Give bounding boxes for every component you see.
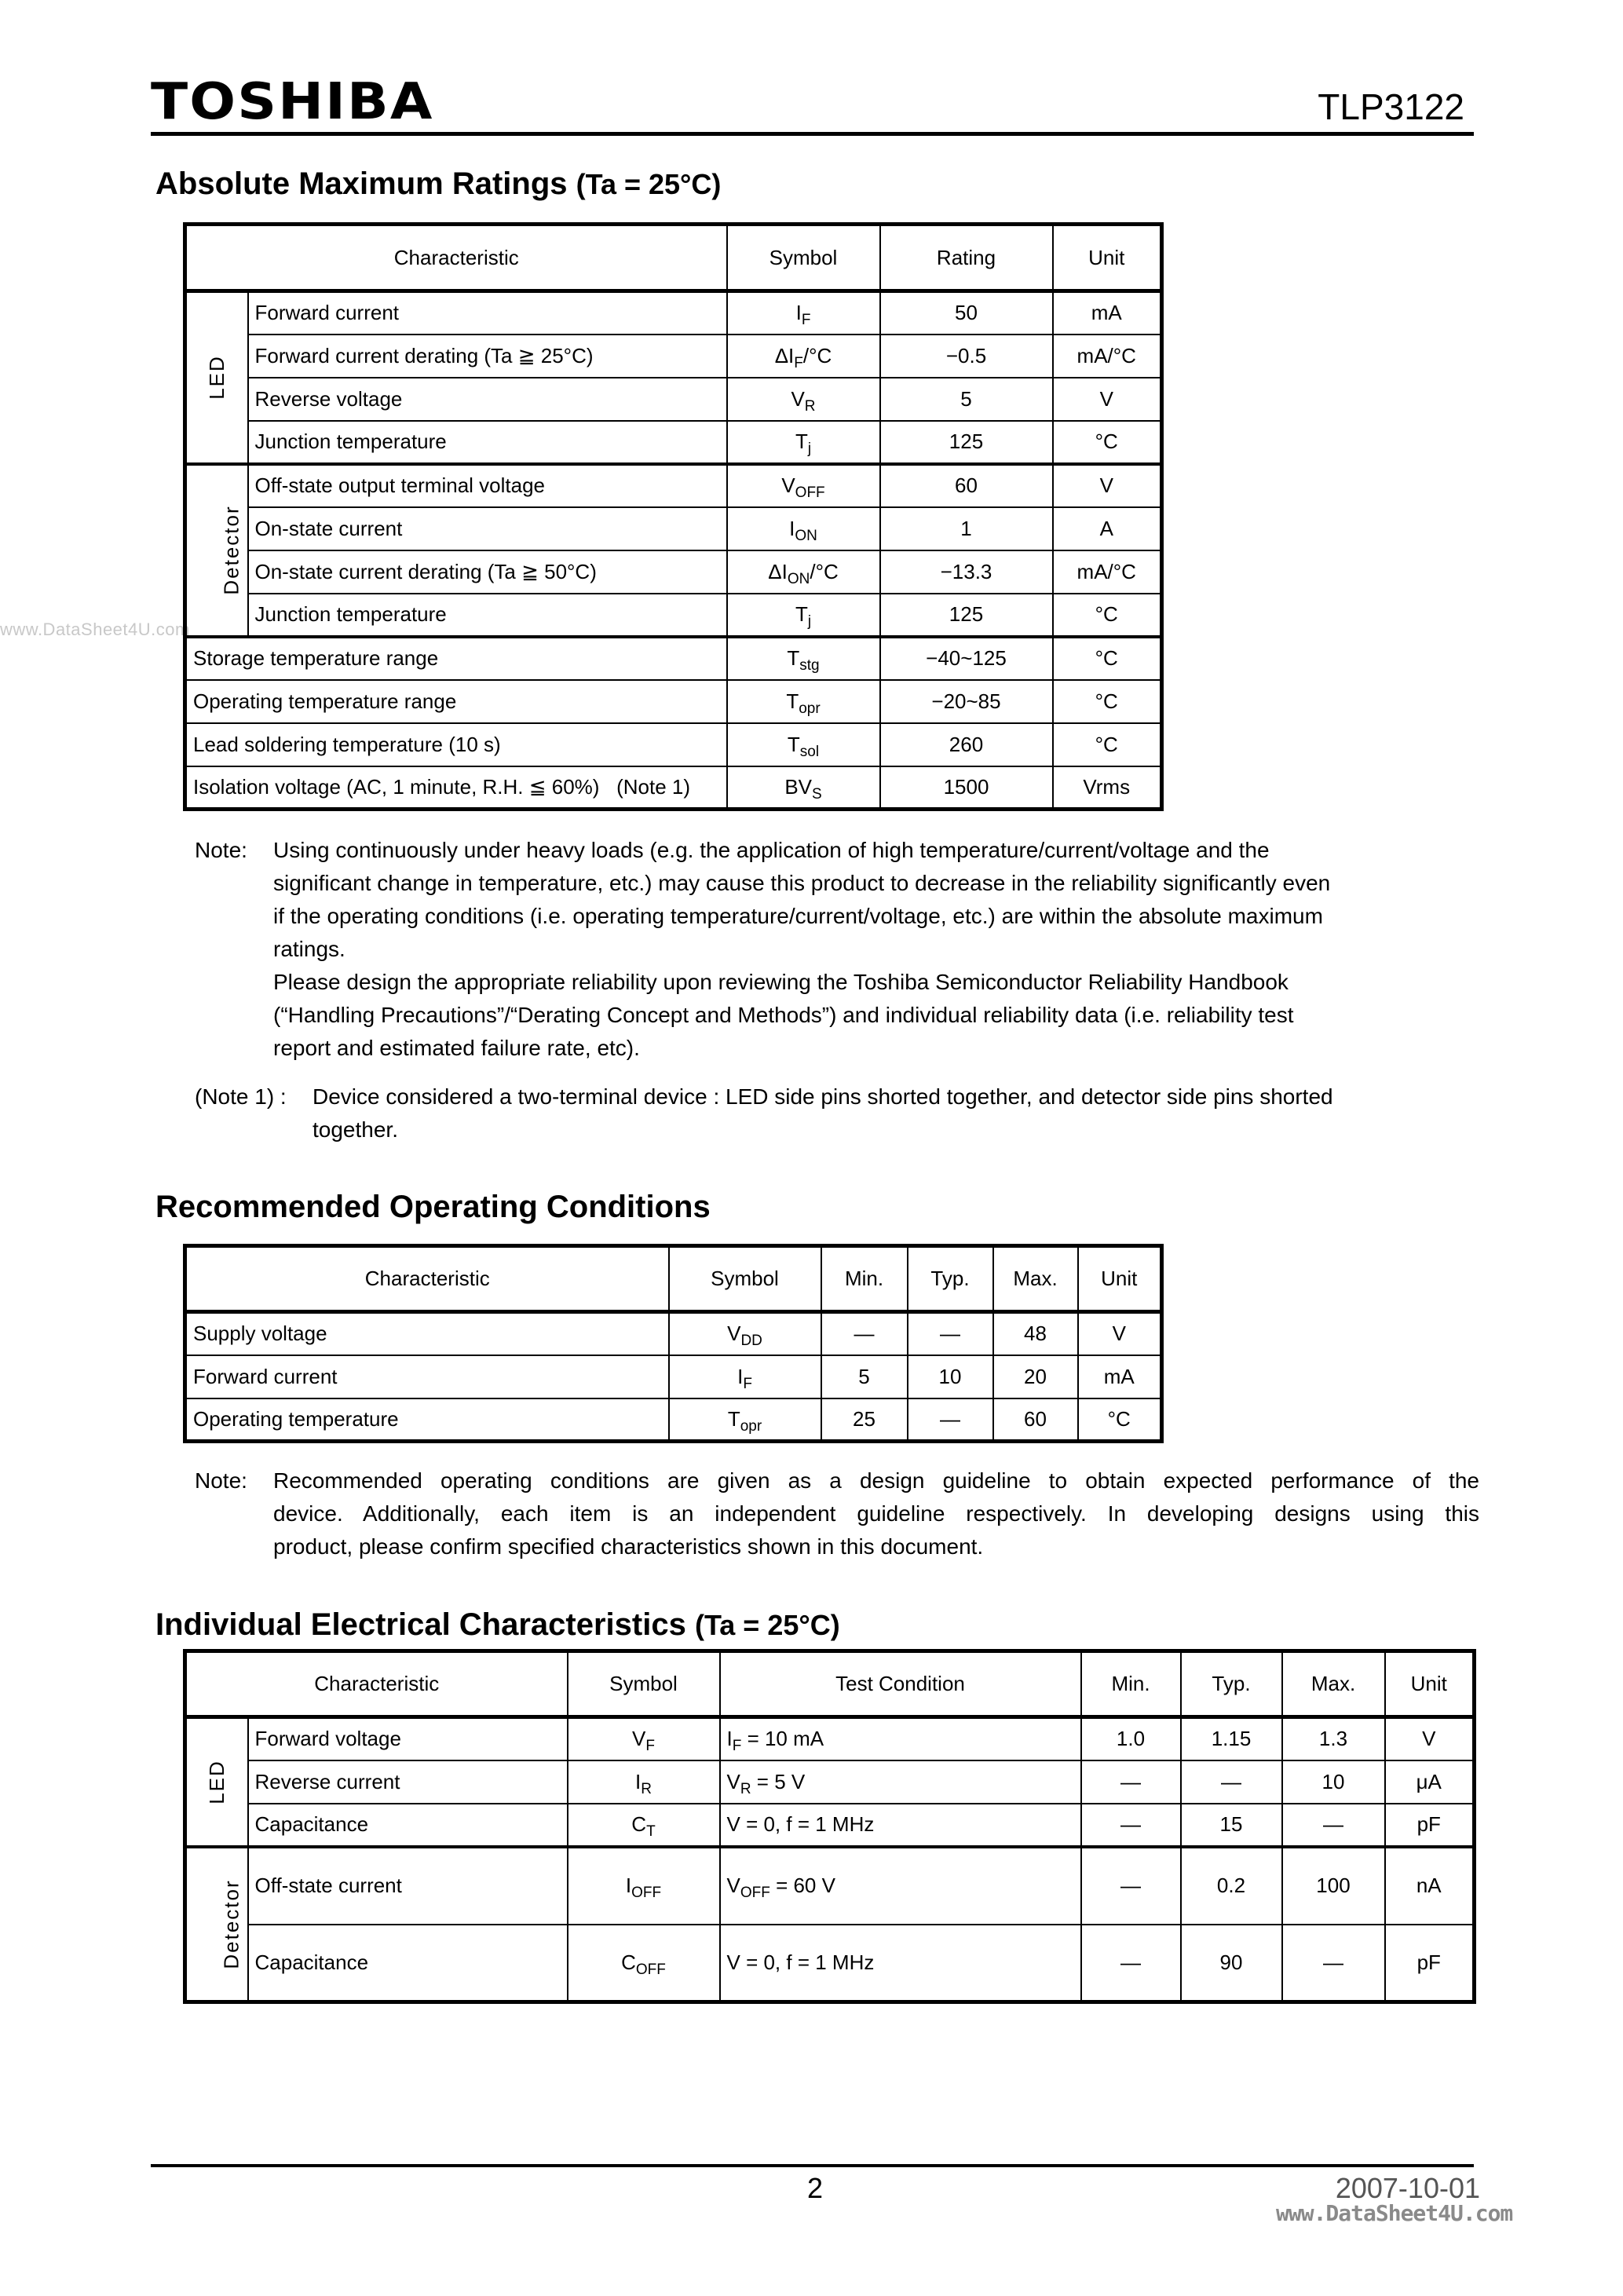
group-label-text: Detector bbox=[219, 1879, 243, 1969]
symbol-main: V bbox=[632, 1727, 646, 1751]
abs-max-note bbox=[195, 834, 1482, 1069]
note-1-label: (Note 1) : bbox=[195, 1084, 287, 1109]
col-header-typ: Typ. bbox=[908, 1246, 993, 1312]
symbol-main: T bbox=[795, 602, 808, 626]
symbol-suffix: /°C bbox=[802, 343, 832, 367]
unit-cell: μA bbox=[1385, 1760, 1475, 1804]
note-label: Note: bbox=[195, 838, 247, 862]
max-cell: — bbox=[1282, 1925, 1385, 2002]
table-row bbox=[185, 1804, 1475, 1847]
table-row bbox=[185, 507, 1162, 550]
note-line: if the operating conditions (i.e. operating temperature/current/voltage, etc.) are within the absolute maximum bbox=[273, 904, 1323, 928]
note-line: together. bbox=[313, 1117, 398, 1142]
table-row bbox=[185, 464, 1162, 507]
unit-cell: °C bbox=[1053, 594, 1162, 637]
group-label-led bbox=[185, 1717, 248, 1847]
section-title-text: Recommended Operating Conditions bbox=[155, 1190, 711, 1224]
test-condition-cell bbox=[720, 1925, 1081, 2002]
characteristic-cell: Forward current derating (Ta ≧ 25°C) bbox=[248, 335, 727, 378]
min-cell: 1.0 bbox=[1081, 1717, 1181, 1760]
characteristic-cell: Off-state output terminal voltage bbox=[248, 464, 727, 507]
symbol-prefix: ΔI bbox=[768, 559, 788, 583]
unit-cell: V bbox=[1053, 464, 1162, 507]
symbol-subscript: stg bbox=[799, 657, 820, 674]
section-title-condition: (Ta = 25°C) bbox=[694, 1609, 840, 1641]
col-header-rating: Rating bbox=[880, 225, 1053, 291]
min-cell: 5 bbox=[821, 1355, 908, 1398]
unit-cell: V bbox=[1053, 378, 1162, 421]
recommended-operating-table bbox=[183, 1244, 1164, 1443]
characteristic-cell: Capacitance bbox=[248, 1804, 568, 1847]
table-row bbox=[185, 1717, 1475, 1760]
symbol-subscript: F bbox=[743, 1375, 752, 1392]
typ-cell: 15 bbox=[1181, 1804, 1282, 1847]
typ-cell: — bbox=[1181, 1760, 1282, 1804]
note-label: Note: bbox=[195, 1468, 247, 1493]
symbol-cell bbox=[727, 594, 880, 637]
symbol-subscript: DD bbox=[740, 1333, 762, 1350]
condition-main: I bbox=[726, 1727, 733, 1751]
col-header-test-condition: Test Condition bbox=[720, 1651, 1081, 1717]
symbol-cell bbox=[727, 766, 880, 810]
symbol-cell bbox=[568, 1760, 720, 1804]
unit-cell: °C bbox=[1053, 421, 1162, 464]
characteristic-cell: Off-state current bbox=[248, 1847, 568, 1925]
symbol-cell bbox=[568, 1925, 720, 2002]
symbol-main: T bbox=[787, 646, 800, 670]
table-row bbox=[185, 1355, 1162, 1398]
condition-main: V = 0, f = 1 MHz bbox=[726, 1812, 875, 1836]
unit-cell: Vrms bbox=[1053, 766, 1162, 810]
min-cell: 25 bbox=[821, 1398, 908, 1442]
group-label-text: LED bbox=[204, 355, 228, 400]
col-header-symbol: Symbol bbox=[669, 1246, 821, 1312]
note-1 bbox=[195, 1080, 1482, 1151]
table-row bbox=[185, 378, 1162, 421]
col-header-symbol: Symbol bbox=[568, 1651, 720, 1717]
table-row bbox=[185, 421, 1162, 464]
unit-cell: mA bbox=[1078, 1355, 1162, 1398]
symbol-subscript: j bbox=[807, 441, 812, 457]
footer-rule bbox=[151, 2164, 1474, 2167]
symbol-subscript: sol bbox=[799, 743, 820, 760]
typ-cell: — bbox=[908, 1312, 993, 1355]
characteristic-cell: Supply voltage bbox=[185, 1312, 669, 1355]
rating-cell: −40~125 bbox=[880, 637, 1053, 680]
symbol-subscript: OFF bbox=[795, 484, 825, 501]
condition-subscript: F bbox=[732, 1738, 742, 1755]
symbol-cell bbox=[727, 335, 880, 378]
symbol-cell bbox=[727, 291, 880, 335]
min-cell: — bbox=[1081, 1847, 1181, 1925]
col-header-characteristic: Characteristic bbox=[185, 1651, 568, 1717]
note-line: ratings. bbox=[273, 937, 345, 961]
condition-main: V = 0, f = 1 MHz bbox=[726, 1950, 875, 1974]
symbol-subscript: R bbox=[804, 397, 816, 415]
test-condition-cell bbox=[720, 1717, 1081, 1760]
symbol-main: T bbox=[795, 430, 808, 453]
symbol-cell bbox=[727, 637, 880, 680]
section-title-absolute-max bbox=[155, 168, 721, 199]
note-line: device. Additionally, each item is an independent guideline respectively. In developing designs using this bbox=[273, 1501, 1479, 1526]
symbol-main: I bbox=[635, 1769, 642, 1793]
watermark-side: www.DataSheet4U.com bbox=[0, 620, 190, 639]
symbol-main: V bbox=[727, 1322, 741, 1346]
table-row bbox=[185, 335, 1162, 378]
note-line: product, please confirm specified characteristics shown in this document. bbox=[273, 1534, 984, 1559]
symbol-cell bbox=[727, 723, 880, 766]
note-line: Recommended operating conditions are given as a design guideline to obtain expected performance of the bbox=[273, 1468, 1479, 1493]
col-header-min: Min. bbox=[821, 1246, 908, 1312]
characteristic-cell: Isolation voltage (AC, 1 minute, R.H. ≦ 60%) (Note 1) bbox=[185, 766, 727, 810]
symbol-subscript: F bbox=[645, 1738, 655, 1755]
symbol-subscript: R bbox=[641, 1780, 652, 1797]
unit-cell: nA bbox=[1385, 1847, 1475, 1925]
symbol-main: I bbox=[625, 1874, 632, 1897]
symbol-main: V bbox=[781, 473, 795, 497]
col-header-unit: Unit bbox=[1078, 1246, 1162, 1312]
test-condition-cell bbox=[720, 1760, 1081, 1804]
min-cell: — bbox=[1081, 1804, 1181, 1847]
characteristic-cell: Forward current bbox=[185, 1355, 669, 1398]
table-row bbox=[185, 291, 1162, 335]
symbol-cell bbox=[727, 507, 880, 550]
symbol-subscript: ON bbox=[795, 527, 817, 544]
section-title-condition: (Ta = 25°C) bbox=[576, 168, 722, 200]
table-row bbox=[185, 594, 1162, 637]
max-cell: 48 bbox=[993, 1312, 1078, 1355]
symbol-prefix: ΔI bbox=[774, 343, 795, 367]
symbol-main: C bbox=[621, 1950, 636, 1974]
unit-cell: °C bbox=[1078, 1398, 1162, 1442]
characteristic-cell: On-state current bbox=[248, 507, 727, 550]
rating-cell: 60 bbox=[880, 464, 1053, 507]
max-cell: 10 bbox=[1282, 1760, 1385, 1804]
condition-main: V bbox=[726, 1874, 740, 1897]
table-row bbox=[185, 766, 1162, 810]
symbol-subscript: j bbox=[807, 613, 812, 630]
symbol-cell bbox=[669, 1312, 821, 1355]
symbol-cell bbox=[669, 1398, 821, 1442]
symbol-subscript: OFF bbox=[631, 1885, 662, 1901]
symbol-cell bbox=[568, 1847, 720, 1925]
typ-cell: 1.15 bbox=[1181, 1717, 1282, 1760]
characteristic-cell: On-state current derating (Ta ≧ 50°C) bbox=[248, 550, 727, 594]
note-line: Device considered a two-terminal device : LED side pins shorted together, and detector side pins shorted bbox=[313, 1084, 1333, 1109]
symbol-subscript: opr bbox=[799, 700, 821, 717]
col-header-unit: Unit bbox=[1053, 225, 1162, 291]
unit-cell: pF bbox=[1385, 1804, 1475, 1847]
condition-value: = 10 mA bbox=[741, 1727, 824, 1751]
symbol-suffix: /°C bbox=[810, 559, 839, 583]
typ-cell: — bbox=[908, 1398, 993, 1442]
symbol-main: BV bbox=[784, 774, 812, 799]
rating-cell: 125 bbox=[880, 594, 1053, 637]
table-row bbox=[185, 550, 1162, 594]
symbol-subscript: T bbox=[646, 1823, 656, 1840]
unit-cell: mA/°C bbox=[1053, 335, 1162, 378]
unit-cell: pF bbox=[1385, 1925, 1475, 2002]
note-line: Using continuously under heavy loads (e.g. the application of high temperature/current/voltage and the bbox=[273, 838, 1270, 862]
max-cell: 1.3 bbox=[1282, 1717, 1385, 1760]
typ-cell: 90 bbox=[1181, 1925, 1282, 2002]
symbol-subscript: F bbox=[794, 354, 803, 371]
watermark-footer: www.DataSheet4U.com bbox=[1276, 2200, 1513, 2226]
table-row bbox=[185, 1398, 1162, 1442]
group-label-led bbox=[185, 291, 248, 464]
col-header-symbol: Symbol bbox=[727, 225, 880, 291]
symbol-cell bbox=[727, 421, 880, 464]
symbol-subscript: OFF bbox=[635, 1961, 666, 1978]
symbol-cell bbox=[727, 550, 880, 594]
table-row bbox=[185, 1925, 1475, 2002]
characteristic-cell: Operating temperature bbox=[185, 1398, 669, 1442]
section-title-electrical bbox=[155, 1609, 840, 1640]
col-header-characteristic: Characteristic bbox=[185, 1246, 669, 1312]
note-text bbox=[273, 1464, 1479, 1563]
table-row bbox=[185, 680, 1162, 723]
characteristic-cell: Operating temperature range bbox=[185, 680, 727, 723]
condition-subscript: OFF bbox=[740, 1885, 770, 1901]
note-text bbox=[273, 834, 1330, 1065]
electrical-characteristics-table bbox=[183, 1649, 1476, 2004]
rating-cell: 1500 bbox=[880, 766, 1053, 810]
col-header-characteristic: Characteristic bbox=[185, 225, 727, 291]
col-header-max: Max. bbox=[1282, 1651, 1385, 1717]
symbol-cell bbox=[568, 1804, 720, 1847]
typ-cell: 0.2 bbox=[1181, 1847, 1282, 1925]
table-row bbox=[185, 723, 1162, 766]
symbol-cell bbox=[568, 1717, 720, 1760]
symbol-subscript: opr bbox=[740, 1417, 762, 1435]
section-title-text: Individual Electrical Characteristics bbox=[155, 1607, 686, 1642]
group-label-detector bbox=[185, 464, 248, 637]
max-cell: 100 bbox=[1282, 1847, 1385, 1925]
characteristic-cell: Forward voltage bbox=[248, 1717, 568, 1760]
unit-cell: V bbox=[1385, 1717, 1475, 1760]
group-label-text: LED bbox=[204, 1759, 228, 1804]
group-label-detector bbox=[185, 1847, 248, 2002]
typ-cell: 10 bbox=[908, 1355, 993, 1398]
rating-cell: 125 bbox=[880, 421, 1053, 464]
characteristic-cell: Capacitance bbox=[248, 1925, 568, 2002]
note-line: (“Handling Precautions”/“Derating Concept and Methods”) and individual reliability data (i.e. reliability test bbox=[273, 1003, 1294, 1027]
note-line: report and estimated failure rate, etc). bbox=[273, 1036, 640, 1060]
note-1-text bbox=[313, 1080, 1333, 1146]
symbol-subscript: S bbox=[812, 785, 822, 803]
note-line: Please design the appropriate reliability upon reviewing the Toshiba Semiconductor Reliability Handbook bbox=[273, 970, 1289, 994]
unit-cell: °C bbox=[1053, 637, 1162, 680]
symbol-subscript: F bbox=[801, 312, 811, 329]
symbol-subscript: ON bbox=[787, 570, 810, 587]
symbol-main: I bbox=[789, 516, 795, 540]
header-rule bbox=[151, 132, 1474, 136]
symbol-cell bbox=[727, 464, 880, 507]
symbol-cell bbox=[727, 378, 880, 421]
rating-cell: 1 bbox=[880, 507, 1053, 550]
rec-op-note bbox=[195, 1464, 1479, 1567]
table-row bbox=[185, 637, 1162, 680]
unit-cell: mA/°C bbox=[1053, 550, 1162, 594]
characteristic-cell: Forward current bbox=[248, 291, 727, 335]
condition-main: V bbox=[726, 1769, 740, 1793]
table-row bbox=[185, 1312, 1162, 1355]
characteristic-cell: Junction temperature bbox=[248, 421, 727, 464]
section-title-recommended bbox=[155, 1191, 711, 1223]
test-condition-cell bbox=[720, 1804, 1081, 1847]
absolute-max-ratings-table bbox=[183, 222, 1164, 811]
section-title-text: Absolute Maximum Ratings bbox=[155, 166, 568, 201]
characteristic-cell: Reverse voltage bbox=[248, 378, 727, 421]
max-cell: — bbox=[1282, 1804, 1385, 1847]
symbol-main: I bbox=[737, 1364, 744, 1388]
toshiba-logo: TOSHIBA bbox=[151, 73, 434, 131]
col-header-max: Max. bbox=[993, 1246, 1078, 1312]
page-number: 2 bbox=[807, 2172, 824, 2204]
unit-cell: mA bbox=[1053, 291, 1162, 335]
min-cell: — bbox=[821, 1312, 908, 1355]
rating-cell: 260 bbox=[880, 723, 1053, 766]
revision-date: 2007-10-01 bbox=[1335, 2172, 1480, 2204]
max-cell: 20 bbox=[993, 1355, 1078, 1398]
symbol-cell bbox=[727, 680, 880, 723]
rating-cell: 50 bbox=[880, 291, 1053, 335]
col-header-typ: Typ. bbox=[1181, 1651, 1282, 1717]
table-row bbox=[185, 1760, 1475, 1804]
symbol-cell bbox=[669, 1355, 821, 1398]
unit-cell: °C bbox=[1053, 723, 1162, 766]
group-label-text: Detector bbox=[219, 505, 243, 595]
part-number: TLP3122 bbox=[1318, 86, 1464, 127]
symbol-main: T bbox=[786, 689, 799, 713]
rating-cell: −20~85 bbox=[880, 680, 1053, 723]
col-header-min: Min. bbox=[1081, 1651, 1181, 1717]
note-line: significant change in temperature, etc.) may cause this product to decrease in the reliability significantly even bbox=[273, 871, 1331, 895]
symbol-main: C bbox=[631, 1812, 647, 1836]
characteristic-cell: Junction temperature bbox=[248, 594, 727, 637]
symbol-main: I bbox=[795, 301, 802, 325]
rating-cell: −0.5 bbox=[880, 335, 1053, 378]
characteristic-cell: Lead soldering temperature (10 s) bbox=[185, 723, 727, 766]
unit-cell: A bbox=[1053, 507, 1162, 550]
symbol-main: V bbox=[791, 386, 805, 411]
col-header-unit: Unit bbox=[1385, 1651, 1475, 1717]
table-row bbox=[185, 1847, 1475, 1925]
symbol-main: T bbox=[727, 1406, 740, 1431]
characteristic-cell: Storage temperature range bbox=[185, 637, 727, 680]
rating-cell: −13.3 bbox=[880, 550, 1053, 594]
rating-cell: 5 bbox=[880, 378, 1053, 421]
min-cell: — bbox=[1081, 1925, 1181, 2002]
unit-cell: °C bbox=[1053, 680, 1162, 723]
condition-value: = 5 V bbox=[751, 1769, 806, 1793]
condition-value: = 60 V bbox=[769, 1874, 835, 1897]
test-condition-cell bbox=[720, 1847, 1081, 1925]
condition-subscript: R bbox=[740, 1780, 751, 1797]
min-cell: — bbox=[1081, 1760, 1181, 1804]
unit-cell: V bbox=[1078, 1312, 1162, 1355]
characteristic-cell: Reverse current bbox=[248, 1760, 568, 1804]
symbol-main: T bbox=[787, 732, 800, 756]
max-cell: 60 bbox=[993, 1398, 1078, 1442]
